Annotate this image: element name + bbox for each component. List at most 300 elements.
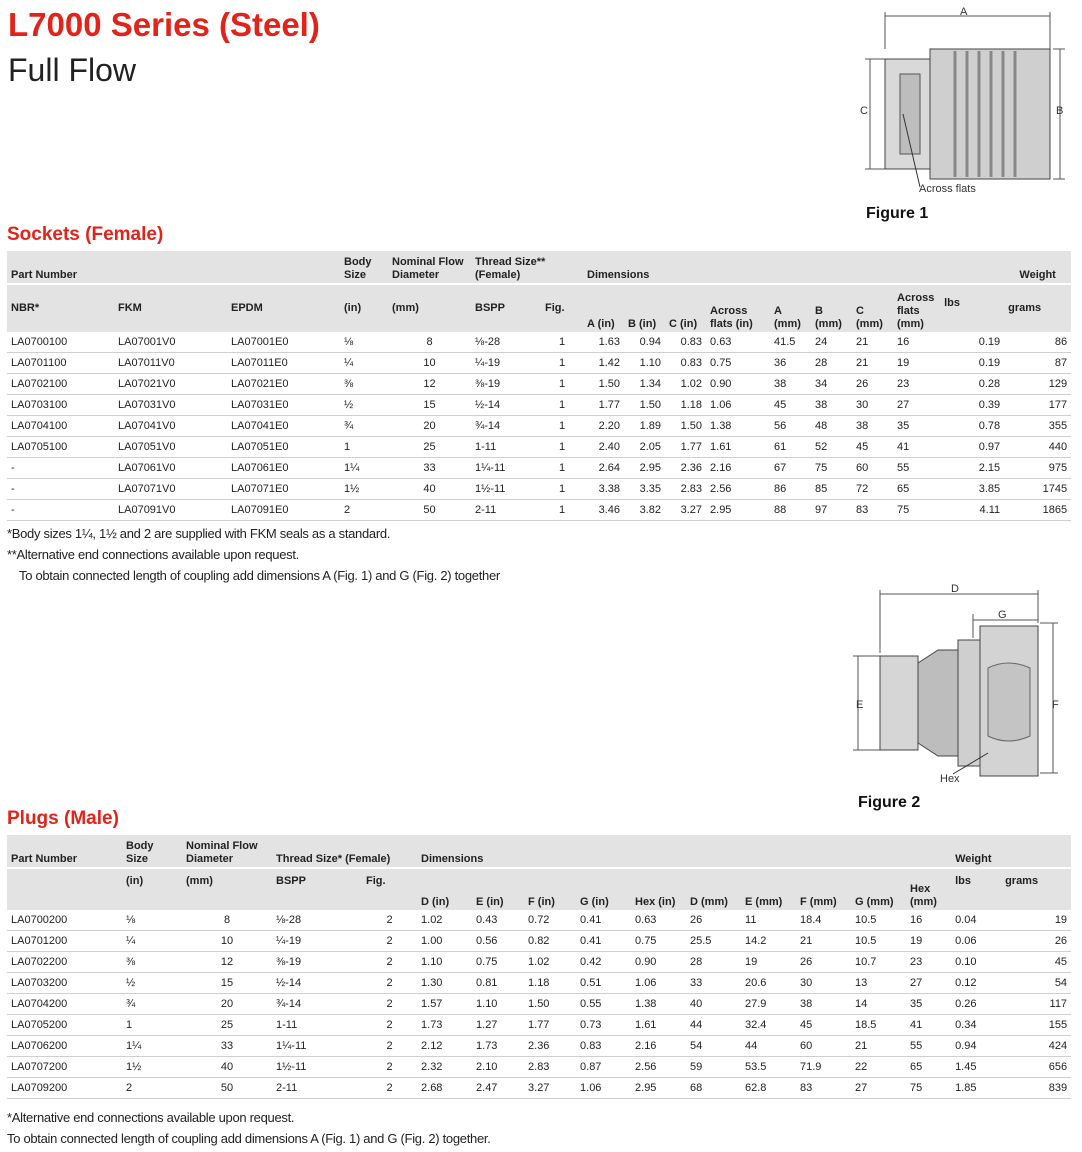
table-cell: ¼-19 xyxy=(272,931,362,952)
table-cell: ½-14 xyxy=(272,973,362,994)
table-cell: 10.7 xyxy=(851,952,906,973)
table-cell: 15 xyxy=(182,973,272,994)
table-cell: 19 xyxy=(893,353,940,374)
table-cell: 38 xyxy=(796,994,851,1015)
table-cell: 1.89 xyxy=(624,416,665,437)
table-row xyxy=(7,910,1071,931)
table-cell: 1.06 xyxy=(706,395,770,416)
table-cell: 1 xyxy=(541,500,583,521)
table-cell: 0.73 xyxy=(576,1015,631,1036)
table-cell: 86 xyxy=(770,479,811,500)
table-cell: 0.06 xyxy=(951,931,1001,952)
col-d-mm: D (mm) xyxy=(686,868,741,910)
table-cell: LA07071E0 xyxy=(227,479,340,500)
table-cell: 11 xyxy=(741,910,796,931)
table-cell: 23 xyxy=(906,952,951,973)
table-cell: 0.19 xyxy=(940,353,1004,374)
table-cell: 0.83 xyxy=(665,332,706,353)
table-cell: 1.45 xyxy=(951,1057,1001,1078)
table-cell: 4.11 xyxy=(940,500,1004,521)
col-lbs: lbs xyxy=(940,284,1004,332)
table-cell: 2 xyxy=(362,952,417,973)
table-cell: 1 xyxy=(541,353,583,374)
col-flow-unit: (mm) xyxy=(388,284,471,332)
table-cell: 21 xyxy=(851,1036,906,1057)
table-cell: 72 xyxy=(852,479,893,500)
table-cell: LA0702200 xyxy=(7,952,122,973)
table-cell: 53.5 xyxy=(741,1057,796,1078)
table-cell: 0.55 xyxy=(576,994,631,1015)
table-cell: 28 xyxy=(686,952,741,973)
col-grams: grams xyxy=(1001,868,1071,910)
table-cell: LA07041V0 xyxy=(114,416,227,437)
table-row xyxy=(7,994,1071,1015)
col-nbr: NBR* xyxy=(7,284,114,332)
col-b-mm: B (mm) xyxy=(811,284,852,332)
table-cell: 27 xyxy=(893,395,940,416)
table-cell: 75 xyxy=(811,458,852,479)
table-cell: 2-11 xyxy=(471,500,541,521)
table-cell: 20 xyxy=(182,994,272,1015)
table-cell: ½-14 xyxy=(471,395,541,416)
table-cell: 1½ xyxy=(340,479,388,500)
table-cell: 2 xyxy=(362,931,417,952)
table-cell: 2.36 xyxy=(524,1036,576,1057)
table-cell: 3.27 xyxy=(524,1078,576,1099)
table-cell: ⅛-28 xyxy=(272,910,362,931)
table-cell: 1¼ xyxy=(122,1036,182,1057)
table-cell: 45 xyxy=(1001,952,1071,973)
table-cell: - xyxy=(7,458,114,479)
table-cell: 25 xyxy=(388,437,471,458)
col-part-number: Part Number xyxy=(7,251,340,284)
table-cell: 2-11 xyxy=(272,1078,362,1099)
fig2-label-f: F xyxy=(1052,699,1059,711)
table-cell: 83 xyxy=(796,1078,851,1099)
table-cell: LA0701100 xyxy=(7,353,114,374)
table-cell: 88 xyxy=(770,500,811,521)
table-cell: 54 xyxy=(1001,973,1071,994)
table-cell: 23 xyxy=(893,374,940,395)
table-cell: ⅛ xyxy=(122,910,182,931)
table-cell: 1 xyxy=(541,479,583,500)
table-cell: ¼ xyxy=(122,931,182,952)
table-cell: 2.20 xyxy=(583,416,624,437)
table-cell: 2.16 xyxy=(706,458,770,479)
table-cell: LA07061E0 xyxy=(227,458,340,479)
figure2-caption: Figure 2 xyxy=(858,794,921,811)
table-cell: ⅜ xyxy=(122,952,182,973)
table-cell: 44 xyxy=(741,1036,796,1057)
table-cell: 1.50 xyxy=(665,416,706,437)
table-cell: 75 xyxy=(906,1078,951,1099)
table-cell: 1.61 xyxy=(631,1015,686,1036)
table-cell: 424 xyxy=(1001,1036,1071,1057)
table-cell: 2.56 xyxy=(706,479,770,500)
table-cell: LA0705200 xyxy=(7,1015,122,1036)
table-cell: 1.77 xyxy=(665,437,706,458)
col-hex-in: Hex (in) xyxy=(631,868,686,910)
table-cell: ¼-19 xyxy=(471,353,541,374)
col-epdm: EPDM xyxy=(227,284,340,332)
table-cell: LA0701200 xyxy=(7,931,122,952)
table-cell: ⅛-28 xyxy=(471,332,541,353)
table-row xyxy=(7,1036,1071,1057)
table-cell: 2 xyxy=(122,1078,182,1099)
table-cell: 12 xyxy=(388,374,471,395)
table-cell: 34 xyxy=(811,374,852,395)
col-g-mm: G (mm) xyxy=(851,868,906,910)
table-cell: 0.10 xyxy=(951,952,1001,973)
table-cell: 1.38 xyxy=(706,416,770,437)
table-cell: 27 xyxy=(851,1078,906,1099)
table-cell: LA0703100 xyxy=(7,395,114,416)
table-cell: 10.5 xyxy=(851,910,906,931)
table-cell: - xyxy=(7,479,114,500)
table-cell: 35 xyxy=(893,416,940,437)
table-cell: 15 xyxy=(388,395,471,416)
col-d-in: D (in) xyxy=(417,868,472,910)
table-cell: 12 xyxy=(182,952,272,973)
table-cell: 2.15 xyxy=(940,458,1004,479)
table-cell: 839 xyxy=(1001,1078,1071,1099)
table-row xyxy=(7,479,1071,500)
table-cell: 48 xyxy=(811,416,852,437)
table-cell: 1.30 xyxy=(417,973,472,994)
table-cell: ¼ xyxy=(340,353,388,374)
table-cell: LA07091E0 xyxy=(227,500,340,521)
table-cell: ¾-14 xyxy=(471,416,541,437)
table-cell: 0.42 xyxy=(576,952,631,973)
sockets-note-3: To obtain connected length of coupling add dimensions A (Fig. 1) and G (Fig. 2) together xyxy=(19,568,500,583)
table-cell: LA07021E0 xyxy=(227,374,340,395)
table-cell: 3.85 xyxy=(940,479,1004,500)
table-cell: 62.8 xyxy=(741,1078,796,1099)
table-cell: 0.90 xyxy=(706,374,770,395)
table-cell: 1.77 xyxy=(583,395,624,416)
table-cell: LA07091V0 xyxy=(114,500,227,521)
table-cell: 65 xyxy=(893,479,940,500)
plugs-note-1: *Alternative end connections available upon request. xyxy=(7,1110,295,1125)
table-cell: 40 xyxy=(388,479,471,500)
table-cell: 0.75 xyxy=(631,931,686,952)
table-cell: 2.47 xyxy=(472,1078,524,1099)
table-cell: 38 xyxy=(770,374,811,395)
table-cell: 1.50 xyxy=(524,994,576,1015)
table-row xyxy=(7,458,1071,479)
table-cell: 1.85 xyxy=(951,1078,1001,1099)
table-cell: 3.35 xyxy=(624,479,665,500)
table-cell: 87 xyxy=(1004,353,1071,374)
table-cell: 20.6 xyxy=(741,973,796,994)
col-fig: Fig. xyxy=(541,284,583,332)
col-bspp: BSPP xyxy=(272,868,362,910)
table-cell: 0.97 xyxy=(940,437,1004,458)
table-cell: 0.39 xyxy=(940,395,1004,416)
col-body-unit: (in) xyxy=(340,284,388,332)
col-nominal-flow: Nominal Flow Diameter xyxy=(182,835,272,868)
table-cell: 14 xyxy=(851,994,906,1015)
table-cell: 129 xyxy=(1004,374,1071,395)
table-cell: LA07051E0 xyxy=(227,437,340,458)
table-cell: 27.9 xyxy=(741,994,796,1015)
table-cell: 50 xyxy=(182,1078,272,1099)
col-f-mm: F (mm) xyxy=(796,868,851,910)
table-cell: LA07031E0 xyxy=(227,395,340,416)
table-cell: 54 xyxy=(686,1036,741,1057)
table-cell: LA07071V0 xyxy=(114,479,227,500)
table-cell: 2.95 xyxy=(624,458,665,479)
table-cell: LA0703200 xyxy=(7,973,122,994)
col-part-number: Part Number xyxy=(7,835,122,868)
table-cell: 2.10 xyxy=(472,1057,524,1078)
table-cell: LA0704100 xyxy=(7,416,114,437)
table-cell: 8 xyxy=(388,332,471,353)
table-row xyxy=(7,353,1071,374)
col-fig: Fig. xyxy=(362,868,417,910)
table-cell: 75 xyxy=(893,500,940,521)
table-cell: 65 xyxy=(906,1057,951,1078)
table-cell: 0.41 xyxy=(576,931,631,952)
table-cell: LA0707200 xyxy=(7,1057,122,1078)
table-cell: 1.57 xyxy=(417,994,472,1015)
table-cell: 2.56 xyxy=(631,1057,686,1078)
table-cell: 35 xyxy=(906,994,951,1015)
table-cell: LA07031V0 xyxy=(114,395,227,416)
table-cell: LA0704200 xyxy=(7,994,122,1015)
plugs-note-2: To obtain connected length of coupling add dimensions A (Fig. 1) and G (Fig. 2) together. xyxy=(7,1131,491,1146)
sockets-note-2: **Alternative end connections available upon request. xyxy=(7,547,299,562)
table-cell: 3.82 xyxy=(624,500,665,521)
col-flats-mm: Across flats (mm) xyxy=(893,284,940,332)
table-cell: 1.18 xyxy=(665,395,706,416)
table-cell: 1.50 xyxy=(583,374,624,395)
table-cell: 33 xyxy=(182,1036,272,1057)
table-row xyxy=(7,437,1071,458)
page-subtitle: Full Flow xyxy=(8,52,137,88)
col-e-in: E (in) xyxy=(472,868,524,910)
table-cell: 38 xyxy=(852,416,893,437)
col-body-size: Body Size xyxy=(122,835,182,868)
table-cell: 0.63 xyxy=(706,332,770,353)
table-cell: 1 xyxy=(541,395,583,416)
table-cell: 2.05 xyxy=(624,437,665,458)
table-cell: 0.63 xyxy=(631,910,686,931)
table-cell: ⅜-19 xyxy=(272,952,362,973)
table-cell: 2.68 xyxy=(417,1078,472,1099)
col-thread-size: Thread Size* (Female) xyxy=(272,835,417,868)
table-row xyxy=(7,374,1071,395)
page-title: L7000 Series (Steel) xyxy=(8,6,320,43)
table-cell: 2.83 xyxy=(524,1057,576,1078)
table-cell: 2.83 xyxy=(665,479,706,500)
table-cell: 10 xyxy=(182,931,272,952)
table-cell: ⅜ xyxy=(340,374,388,395)
table-cell: 45 xyxy=(796,1015,851,1036)
table-cell: 117 xyxy=(1001,994,1071,1015)
table-cell: 26 xyxy=(796,952,851,973)
table-cell: 55 xyxy=(906,1036,951,1057)
table-cell: 2 xyxy=(340,500,388,521)
table-cell: 44 xyxy=(686,1015,741,1036)
fig1-label-c: C xyxy=(860,105,868,117)
table-cell: 1.02 xyxy=(665,374,706,395)
table-cell: 1 xyxy=(541,437,583,458)
table-cell: 55 xyxy=(893,458,940,479)
table-cell: 1 xyxy=(541,458,583,479)
table-cell: 2.16 xyxy=(631,1036,686,1057)
table-cell: 71.9 xyxy=(796,1057,851,1078)
table-cell: 20 xyxy=(388,416,471,437)
table-cell: 21 xyxy=(796,931,851,952)
table-cell: 1.73 xyxy=(417,1015,472,1036)
col-bspp: BSPP xyxy=(471,284,541,332)
table-cell: 86 xyxy=(1004,332,1071,353)
figure2-drawing xyxy=(848,578,1070,790)
table-cell: 2.12 xyxy=(417,1036,472,1057)
plugs-notes xyxy=(7,1107,491,1149)
col-hex-mm: Hex (mm) xyxy=(906,868,951,910)
table-cell: 1-11 xyxy=(471,437,541,458)
table-cell: 61 xyxy=(770,437,811,458)
table-cell: 2.95 xyxy=(706,500,770,521)
table-cell: 1.10 xyxy=(417,952,472,973)
table-cell: 28 xyxy=(811,353,852,374)
table-cell: 1 xyxy=(340,437,388,458)
fig1-label-a: A xyxy=(960,6,968,18)
table-cell: 1½-11 xyxy=(471,479,541,500)
table-cell: LA07051V0 xyxy=(114,437,227,458)
table-cell: 3.27 xyxy=(665,500,706,521)
table-cell: 1865 xyxy=(1004,500,1071,521)
table-cell: 440 xyxy=(1004,437,1071,458)
table-cell: 2 xyxy=(362,1057,417,1078)
col-a-mm: A (mm) xyxy=(770,284,811,332)
table-cell: 1¼-11 xyxy=(471,458,541,479)
table-cell: 19 xyxy=(1001,910,1071,931)
table-cell: 1.02 xyxy=(524,952,576,973)
table-row xyxy=(7,1057,1071,1078)
sockets-table-body xyxy=(7,332,1071,521)
table-cell: 21 xyxy=(852,332,893,353)
table-cell: 33 xyxy=(686,973,741,994)
table-cell: 24 xyxy=(811,332,852,353)
col-flats-in: Across flats (in) xyxy=(706,284,770,332)
table-row xyxy=(7,931,1071,952)
table-cell: 19 xyxy=(906,931,951,952)
table-cell: 1.73 xyxy=(472,1036,524,1057)
table-row xyxy=(7,416,1071,437)
table-cell: 1¼-11 xyxy=(272,1036,362,1057)
table-cell: 2 xyxy=(362,1078,417,1099)
table-cell: 97 xyxy=(811,500,852,521)
table-cell: 38 xyxy=(811,395,852,416)
table-cell: 1.27 xyxy=(472,1015,524,1036)
sockets-note-1: *Body sizes 1¼, 1½ and 2 are supplied with FKM seals as a standard. xyxy=(7,526,391,541)
table-cell: 3.46 xyxy=(583,500,624,521)
table-cell: 155 xyxy=(1001,1015,1071,1036)
table-cell: 32.4 xyxy=(741,1015,796,1036)
table-cell: 50 xyxy=(388,500,471,521)
table-cell: 1-11 xyxy=(272,1015,362,1036)
table-cell: 18.4 xyxy=(796,910,851,931)
table-cell: 0.56 xyxy=(472,931,524,952)
table-cell: 0.34 xyxy=(951,1015,1001,1036)
table-cell: ¾ xyxy=(340,416,388,437)
sockets-table xyxy=(7,251,1071,521)
table-cell: 10 xyxy=(388,353,471,374)
table-cell: LA0706200 xyxy=(7,1036,122,1057)
table-cell: 0.82 xyxy=(524,931,576,952)
table-cell: 1 xyxy=(541,416,583,437)
table-cell: 60 xyxy=(796,1036,851,1057)
table-cell: 1.61 xyxy=(706,437,770,458)
table-cell: 16 xyxy=(893,332,940,353)
table-cell: 2.36 xyxy=(665,458,706,479)
table-cell: 1.10 xyxy=(624,353,665,374)
table-row xyxy=(7,1015,1071,1036)
col-e-mm: E (mm) xyxy=(741,868,796,910)
table-cell: - xyxy=(7,500,114,521)
table-cell: 41 xyxy=(893,437,940,458)
table-cell: 0.90 xyxy=(631,952,686,973)
table-cell: 2.95 xyxy=(631,1078,686,1099)
col-lbs: lbs xyxy=(951,868,1001,910)
col-dimensions: Dimensions xyxy=(417,835,951,868)
col-a-in: A (in) xyxy=(583,284,624,332)
table-cell: 0.12 xyxy=(951,973,1001,994)
sockets-heading: Sockets (Female) xyxy=(7,224,164,245)
table-cell: LA07061V0 xyxy=(114,458,227,479)
table-cell: LA07001E0 xyxy=(227,332,340,353)
plugs-header-row-2 xyxy=(7,868,1071,910)
table-cell: ½ xyxy=(340,395,388,416)
table-cell: 1.34 xyxy=(624,374,665,395)
table-cell: 0.83 xyxy=(576,1036,631,1057)
table-cell: 2 xyxy=(362,1036,417,1057)
table-cell: ¾-14 xyxy=(272,994,362,1015)
table-cell: 1 xyxy=(541,332,583,353)
table-cell: LA07041E0 xyxy=(227,416,340,437)
table-cell: ⅜-19 xyxy=(471,374,541,395)
table-cell: 22 xyxy=(851,1057,906,1078)
table-cell: LA0700200 xyxy=(7,910,122,931)
table-cell: 0.28 xyxy=(940,374,1004,395)
table-cell: 0.94 xyxy=(624,332,665,353)
table-cell: 26 xyxy=(1001,931,1071,952)
table-cell: 0.51 xyxy=(576,973,631,994)
table-cell: 40 xyxy=(182,1057,272,1078)
table-cell: 14.2 xyxy=(741,931,796,952)
table-row xyxy=(7,500,1071,521)
table-row xyxy=(7,952,1071,973)
plugs-table-body xyxy=(7,910,1071,1099)
table-cell: 656 xyxy=(1001,1057,1071,1078)
table-cell: 1½-11 xyxy=(272,1057,362,1078)
table-cell: 2 xyxy=(362,1015,417,1036)
plugs-table xyxy=(7,835,1071,1099)
table-cell: 16 xyxy=(906,910,951,931)
col-nominal-flow: Nominal Flow Diameter xyxy=(388,251,471,284)
table-cell: 21 xyxy=(852,353,893,374)
table-row xyxy=(7,395,1071,416)
plugs-heading: Plugs (Male) xyxy=(7,808,119,829)
table-cell: 0.26 xyxy=(951,994,1001,1015)
table-cell: 3.38 xyxy=(583,479,624,500)
table-cell: 45 xyxy=(852,437,893,458)
table-row xyxy=(7,1078,1071,1099)
table-cell: 2.64 xyxy=(583,458,624,479)
